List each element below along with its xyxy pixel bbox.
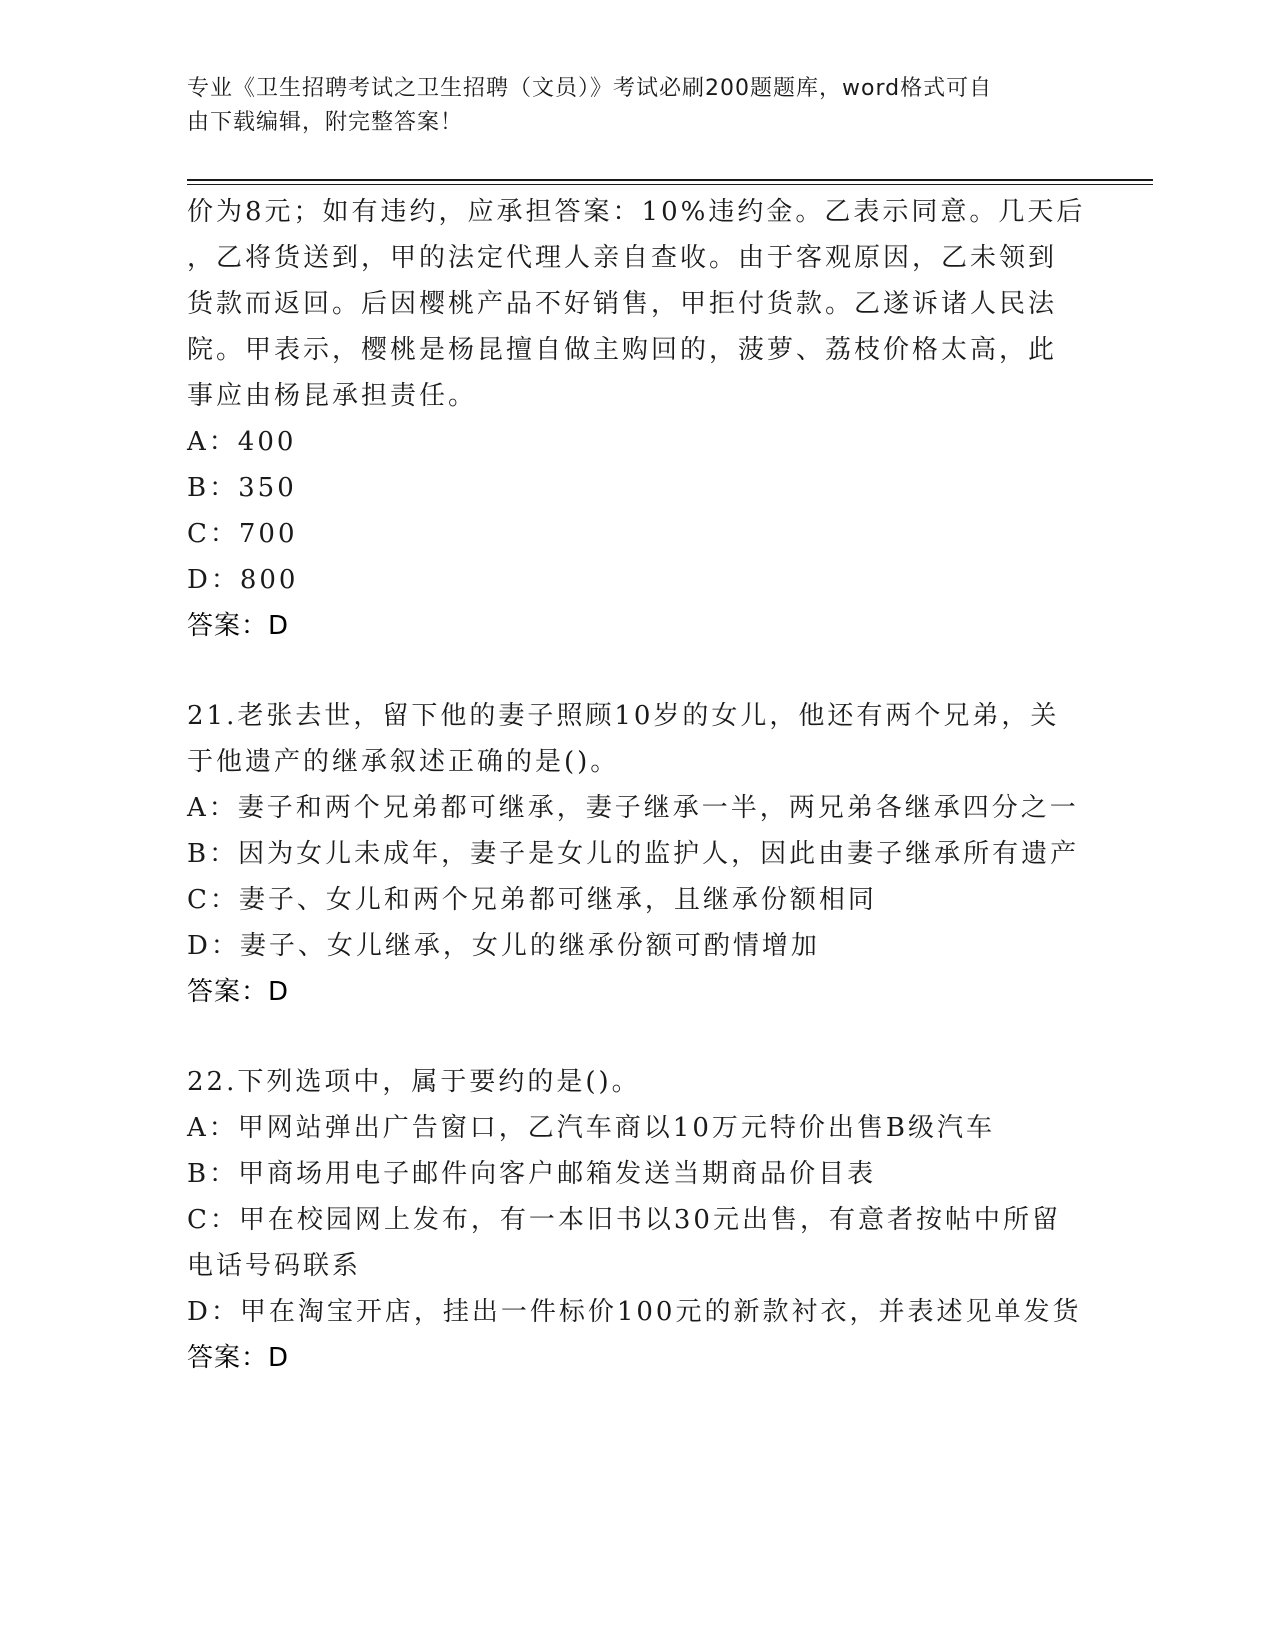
option-c: C：妻子、女儿和两个兄弟都可继承，且继承份额相同 bbox=[187, 885, 877, 915]
question-stem: 21.老张去世，留下他的妻子照顾10岁的女儿，他还有两个兄弟，关 bbox=[187, 701, 1060, 731]
option-c-continued: 电话号码联系 bbox=[187, 1251, 362, 1281]
stem-line: 价为8元；如有违约，应承担答案：10%违约金。乙表示同意。几天后 bbox=[187, 197, 1086, 227]
option-a: A：400 bbox=[187, 427, 297, 457]
question-22 bbox=[187, 1059, 1087, 1381]
header-rule-thin bbox=[187, 184, 1153, 185]
stem-line: 院。甲表示，樱桃是杨昆擅自做主购回的，菠萝、荔枝价格太高，此 bbox=[187, 335, 1058, 365]
option-d: D：800 bbox=[187, 565, 299, 595]
document-body bbox=[187, 189, 1087, 1381]
option-b: B：甲商场用电子邮件向客户邮箱发送当期商品价目表 bbox=[187, 1159, 877, 1189]
option-c: C：700 bbox=[187, 519, 298, 549]
question-21 bbox=[187, 693, 1087, 1015]
stem-line: ，乙将货送到，甲的法定代理人亲自查收。由于客观原因，乙未领到 bbox=[187, 243, 1058, 273]
answer-label: 答案：D bbox=[187, 1343, 290, 1373]
option-a: A：妻子和两个兄弟都可继承，妻子继承一半，两兄弟各继承四分之一 bbox=[187, 793, 1079, 823]
header-line-2: 由下载编辑，附完整答案！ bbox=[187, 110, 464, 135]
option-b: B：350 bbox=[187, 473, 297, 503]
question-20-continuation bbox=[187, 189, 1087, 649]
option-a: A：甲网站弹出广告窗口，乙汽车商以10万元特价出售B级汽车 bbox=[187, 1113, 995, 1143]
option-d: D：妻子、女儿继承，女儿的继承份额可酌情增加 bbox=[187, 931, 820, 961]
stem-line: 事应由杨昆承担责任。 bbox=[187, 381, 478, 411]
header-rule-thick bbox=[187, 179, 1153, 181]
answer-label: 答案：D bbox=[187, 977, 290, 1007]
answer-label: 答案：D bbox=[187, 611, 290, 641]
stem-line: 货款而返回。后因樱桃产品不好销售，甲拒付货款。乙遂诉诸人民法 bbox=[187, 289, 1058, 319]
page-header bbox=[187, 72, 1067, 140]
option-c: C：甲在校园网上发布，有一本旧书以30元出售，有意者按帖中所留 bbox=[187, 1205, 1061, 1235]
header-line-1: 专业《卫生招聘考试之卫生招聘（文员）》考试必刷200题题库，word格式可自 bbox=[187, 76, 993, 101]
question-stem: 22.下列选项中，属于要约的是()。 bbox=[187, 1067, 641, 1097]
option-d: D：甲在淘宝开店，挂出一件标价100元的新款衬衣，并表述见单发货 bbox=[187, 1297, 1082, 1327]
question-stem: 于他遗产的继承叙述正确的是()。 bbox=[187, 747, 620, 777]
option-b: B：因为女儿未成年，妻子是女儿的监护人，因此由妻子继承所有遗产 bbox=[187, 839, 1080, 869]
